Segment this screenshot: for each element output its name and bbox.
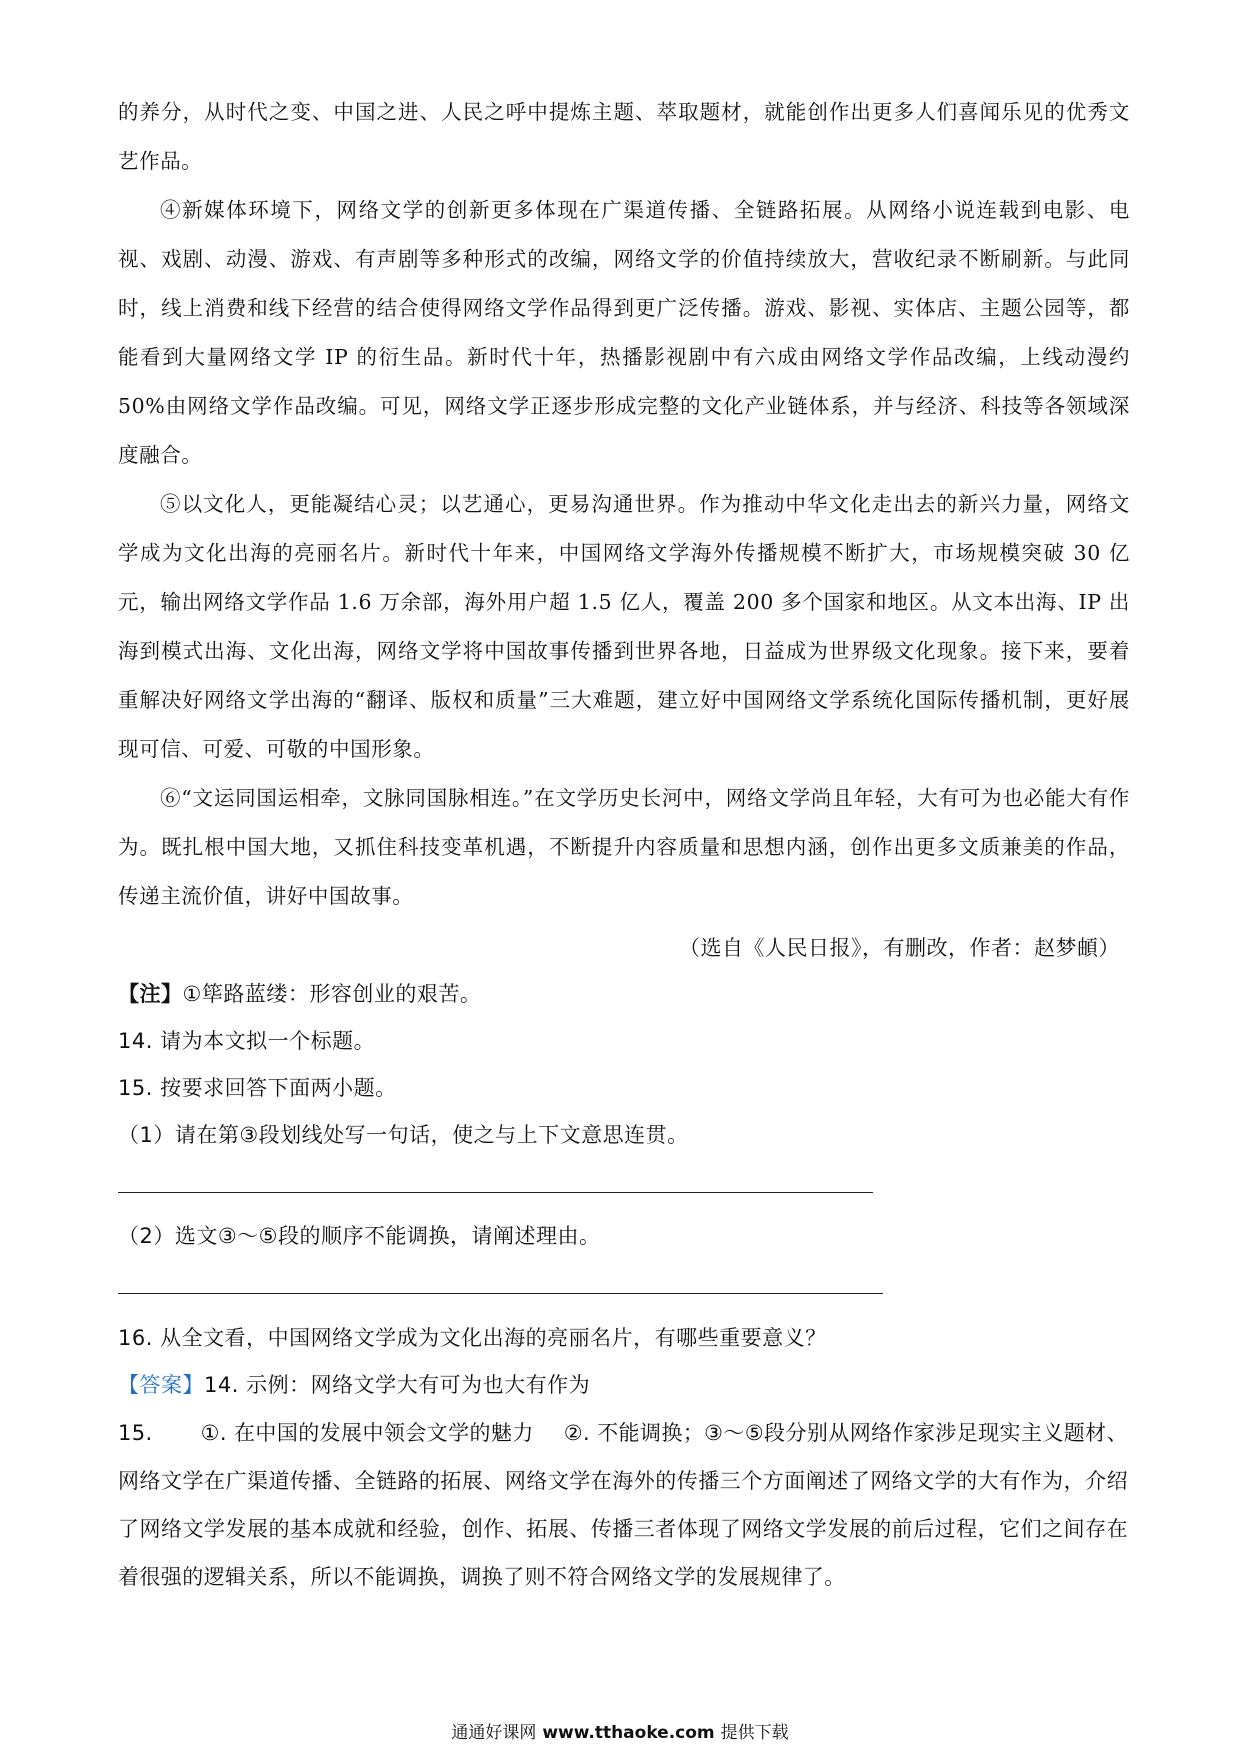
answer-blank-line-1[interactable]	[118, 1192, 873, 1193]
answer-14-line	[118, 1365, 590, 1405]
footer-url[interactable]: www.tthaoke.com	[542, 1723, 715, 1743]
answer-14: 14. 示例：网络文学大有可为也大有作为	[204, 1373, 591, 1397]
answer-15-number: 15.	[118, 1421, 153, 1445]
answer-blank-line-2[interactable]	[118, 1293, 883, 1294]
article-paragraph-5: ⑤以文化人，更能凝结心灵；以艺通心，更易沟通世界。作为推动中华文化走出去的新兴力量，网络文学成为文化出海的亮丽名片。新时代十年来，中国网络文学海外传播规模不断扩大，市场规模突破 30 亿元，输出网络文学作品 1.6 万余部，海外用户超 1.5 亿人，覆盖 200 多个国家和地区。从文本出海、IP 出海到模式出海、文化出海，网络文学将中国故事传播到世界各地，日益成为世界级文化现象。接下来，要着重解决好网络文学出海的“翻译、版权和质量”三大难题，建立好中国网络文学系统化国际传播机制，更好展现可信、可爱、可敬的中国形象。	[118, 492, 1130, 761]
article-paragraph-4: ④新媒体环境下，网络文学的创新更多体现在广渠道传播、全链路拓展。从网络小说连载到电影、电视、戏剧、动漫、游戏、有声剧等多种形式的改编，网络文学的价值持续放大，营收纪录不断刷新。与此同时，线上消费和线下经营的结合使得网络文学作品得到更广泛传播。游戏、影视、实体店、主题公园等，都能看到大量网络文学 IP 的衍生品。新时代十年，热播影视剧中有六成由网络文学作品改编，上线动漫约 50%由网络文学作品改编。可见，网络文学正逐步形成完整的文化产业链体系，并与经济、科技等各领域深度融合。	[118, 198, 1130, 467]
answer-15	[118, 1409, 1128, 1601]
question-15-2: （2）选文③～⑤段的顺序不能调换，请阐述理由。	[118, 1224, 601, 1248]
answer-tag: 【答案】	[118, 1373, 204, 1397]
footer-suffix: 提供下载	[720, 1723, 789, 1743]
answer-15-1: ①. 在中国的发展中领会文学的魅力	[200, 1421, 534, 1445]
article-paragraph-6: ⑥“文运同国运相牵，文脉同国脉相连。”在文学历史长河中，网络文学尚且年轻，大有可为也必能大有作为。既扎根中国大地，又抓住科技变革机遇，不断提升内容质量和思想内涵，创作出更多文质兼美的作品，传递主流价值，讲好中国故事。	[118, 786, 1130, 908]
article-source: （选自《人民日报》，有删改，作者：赵梦頔）	[679, 936, 1120, 960]
question-15-1: （1）请在第③段划线处写一句话，使之与上下文意思连贯。	[118, 1123, 689, 1147]
footer-site-name: 通通好课网	[451, 1723, 537, 1743]
note-tag: 【注】	[118, 982, 183, 1006]
article-paragraph-3-end: 的养分，从时代之变、中国之进、人民之呼中提炼主题、萃取题材，就能创作出更多人们喜闻乐见的优秀文艺作品。	[118, 100, 1130, 173]
page-footer	[0, 1718, 1240, 1743]
answer-15-2: ②. 不能调换；③～⑤段分别从网络作家涉足现实主义题材、网络文学在广渠道传播、全链路的拓展、网络文学在海外的传播三个方面阐述了网络文学的大有作为，介绍了网络文学发展的基本成就和经验，创作、拓展、传播三者体现了网络文学发展的前后过程，它们之间存在着很强的逻辑关系，所以不能调换，调换了则不符合网络文学的发展规律了。	[118, 1421, 1128, 1589]
question-16: 16. 从全文看，中国网络文学成为文化出海的亮丽名片，有哪些重要意义？	[118, 1326, 827, 1350]
question-14: 14. 请为本文拟一个标题。	[118, 1029, 376, 1053]
question-15: 15. 按要求回答下面两小题。	[118, 1076, 397, 1100]
note-text: ①筚路蓝缕：形容创业的艰苦。	[182, 982, 482, 1006]
note-line	[118, 974, 481, 1014]
